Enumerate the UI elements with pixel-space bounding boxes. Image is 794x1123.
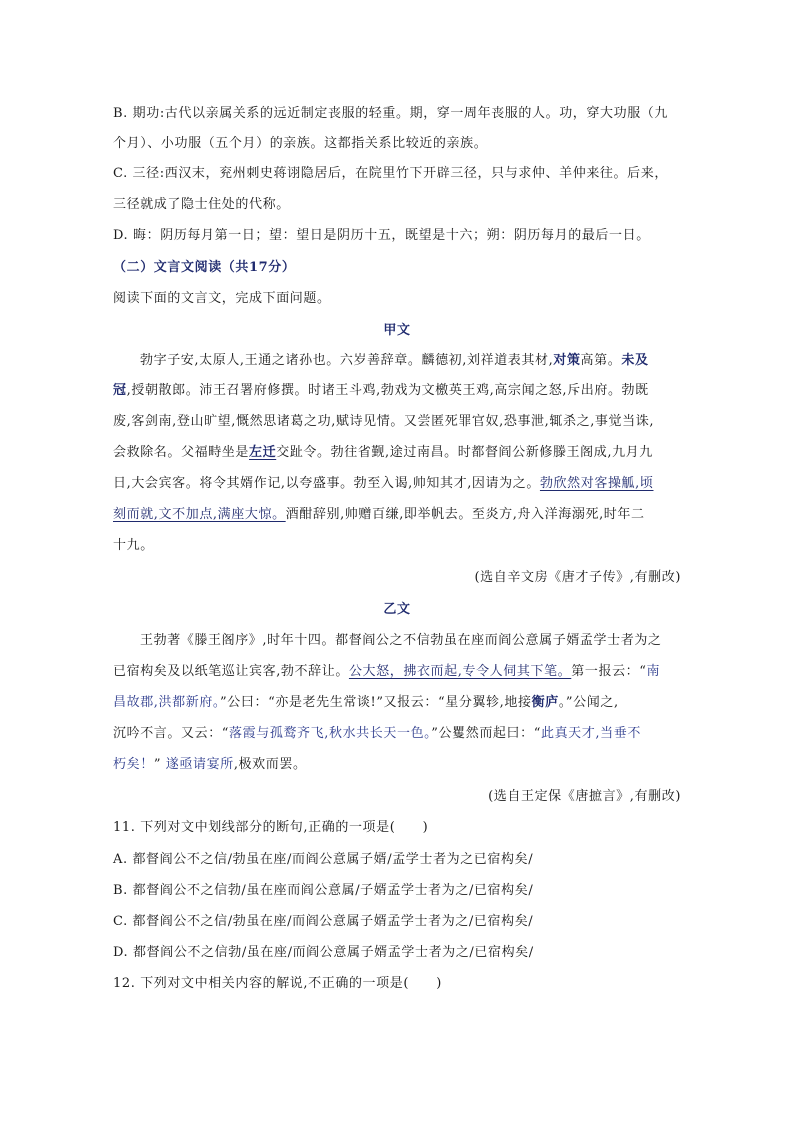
option-b-line-1: B. 期功:古代以亲属关系的远近制定丧服的轻重。期，穿一周年丧服的人。功，穿大功服（九 [113, 106, 668, 121]
question-12-stem: 12. 下列对文中相关内容的解说,不正确的一项是( ) [113, 976, 442, 991]
option-d-line: D. 晦：阴历每月第一日；望：望日是阴历十五，既望是十六；朔：阴历每月的最后一日。 [113, 228, 650, 243]
option-b-line-2: 个月）、小功服（五个月）的亲族。这都指关系比较近的亲族。 [113, 136, 488, 151]
question-11-stem: 11. 下列对文中划线部分的断句,正确的一项是( ) [113, 820, 429, 835]
question-11-option-a[interactable]: A. 都督阎公不之信/勃虽在座/而阎公意属子婿/孟学士者为之已宿构矣/ [113, 852, 534, 867]
option-c-line-1: C. 三径:西汉末，兖州刺史蒋诩隐居后，在院里竹下开辟三径，只与求仲、羊仲来往。后来， [113, 166, 668, 181]
underlined-sentence: 勃欣然对客操觚,顷 [539, 476, 654, 491]
yi-line-5: 朽矣！” 遂亟请宴所,极欢而罢。 [113, 757, 307, 772]
yi-source: (选自王定保《唐摭言》,有删改) [488, 789, 681, 804]
underlined-sentence: 公大怒，拂衣而起,专令人伺其下笔。 [348, 664, 572, 679]
section-heading: （二）文言文阅读（共17分） [113, 260, 296, 275]
underlined-sentence: 刻而就,文不加点,满座大惊。 [113, 507, 286, 522]
jia-line-6: 刻而就,文不加点,满座大惊。酒酣辞别,帅赠百缣,即举帆去。至炎方,舟入洋海溺死,时年二 [113, 507, 645, 522]
yi-line-2: 已宿构矣及以纸笔巡让宾客,勃不辞让。公大怒，拂衣而起,专令人伺其下笔。第一报云：“南 [113, 664, 661, 679]
jia-line-3: 废,客剑南,登山旷望,慨然思诸葛之功,赋诗见情。又尝匿死罪官奴,恐事泄,辄杀之,事觉当诛, [113, 414, 655, 429]
question-11-option-d[interactable]: D. 都督阎公不之信勃/虽在座/而阎公意属子婿孟学士者为之/已宿构矣/ [113, 945, 534, 960]
yi-line-4: 沉吟不言。又云：“落霞与孤鹜齐飞,秋水共长天一色。”公矍然而起曰：“此真天才,当垂不 [113, 726, 641, 741]
question-11-option-b[interactable]: B. 都督阎公不之信勃/虽在座而阎公意属/子婿孟学士者为之/已宿构矣/ [113, 883, 534, 898]
reading-instruction: 阅读下面的文言文，完成下面问题。 [113, 291, 331, 306]
jia-line-7: 十九。 [113, 538, 154, 553]
option-c-line-2: 三径就成了隐士住处的代称。 [113, 197, 290, 212]
jia-source: (选自辛文房《唐才子传》,有删改) [474, 570, 681, 585]
passage-jia-title: 甲文 [383, 323, 411, 338]
jia-line-4: 会救除名。父福畤坐是左迁交趾令。勃往省觐,途过南昌。时都督阎公新修滕王阁成,九月九 [113, 445, 653, 460]
jia-line-1: 勃字子安,太原人,王通之诸孙也。六岁善辞章。麟德初,刘祥道表其材,对策高第。未及 [140, 353, 649, 368]
yi-line-3: 昌故郡,洪都新府。”公曰：“亦是老先生常谈!”又报云：“星分翼轸,地接衡庐。”公闻之, [113, 695, 619, 710]
passage-yi-title: 乙文 [383, 602, 411, 617]
jia-line-5: 日,大会宾客。将令其婿作记,以夸盛事。勃至入谒,帅知其才,因请为之。勃欣然对客操觚,顷 [113, 476, 654, 491]
jia-line-2: 冠,授朝散郎。沛王召署府修撰。时诸王斗鸡,勃戏为文檄英王鸡,高宗闻之怒,斥出府。勃既 [113, 383, 649, 398]
question-11-option-c[interactable]: C. 都督阎公不之信/勃虽在座/而阎公意属子婿孟学士者为之/已宿构矣/ [113, 914, 534, 929]
yi-line-1: 王勃著《滕王阁序》,时年十四。都督阎公之不信勃虽在座而阎公意属子婿孟学士者为之 [140, 633, 662, 648]
